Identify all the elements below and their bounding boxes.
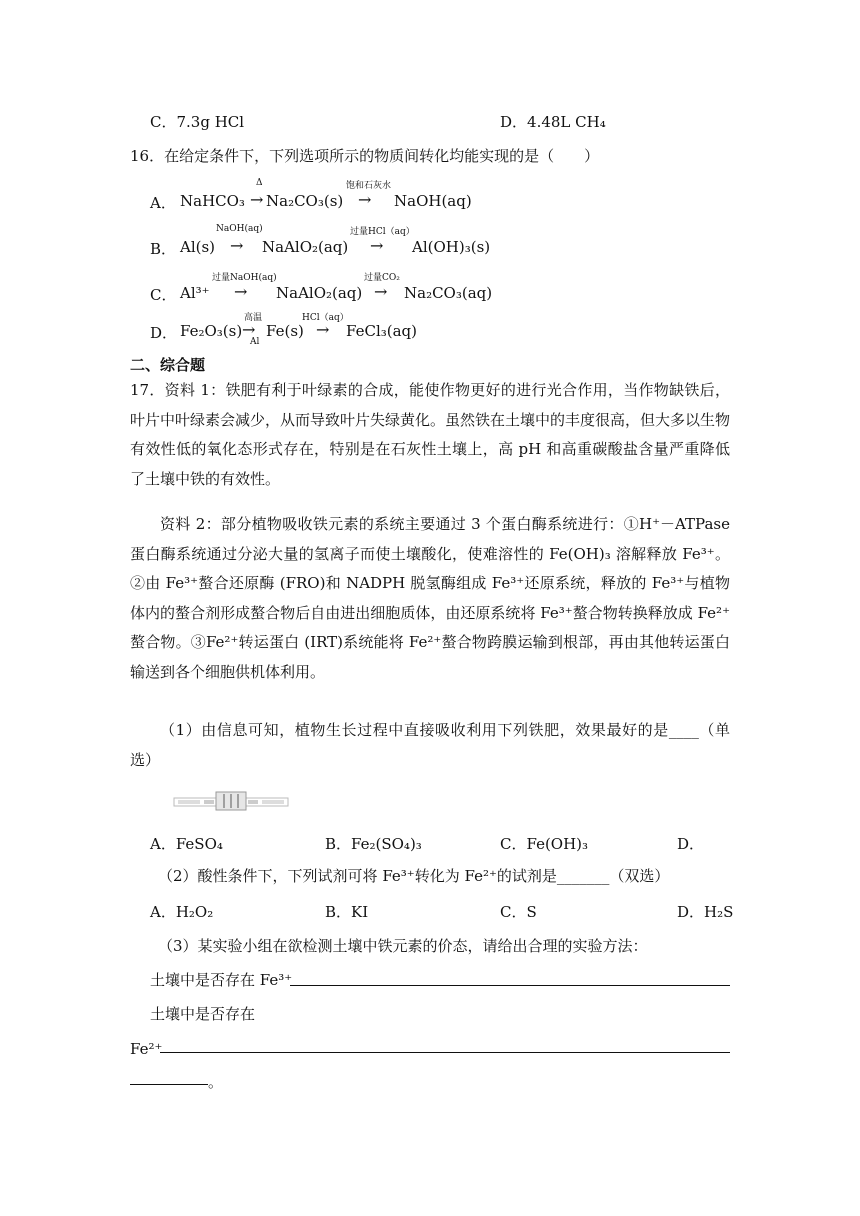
q16-stem: 16．在给定条件下，下列选项所示的物质间转化均能实现的是（ ） [130,147,600,165]
section-heading: 二、综合题 [130,356,206,374]
reactant: Al³⁺ [180,284,210,302]
p1-option-d: D． [677,835,705,853]
reaction-arrow-icon: → [242,320,256,339]
q17-part-2: （2）酸性条件下，下列试剂可将 Fe³⁺转化为 Fe²⁺的试剂是_______（双选） [158,867,670,885]
reaction-condition: 过量NaOH(aq) [212,273,277,283]
p2-option-a: A．H₂O₂ [150,903,214,921]
q15-option-c: C．7.3g HCl [150,113,245,131]
q17-material-1: 17．资料 1：铁肥有利于叶绿素的合成，能使作物更好的进行光合作用，当作物缺铁后，叶片中叶绿素会减少，从而导致叶片失绿黄化。虽然铁在土壤中的丰度很高，但大多以生物有效性低的氧化态形式存在，特别是在石灰性土壤上，高 pH 和高重碳酸盐含量严重降低了土壤中铁的有效性。 [130,381,731,488]
fe2-answer-blank[interactable] [160,1052,730,1053]
intermediate: NaAlO₂(aq) [276,284,363,302]
product: Na₂CO₃(aq) [404,284,493,302]
product: FeCl₃(aq) [346,322,418,340]
reaction-arrow-icon: → [234,282,248,301]
reaction-arrow-icon: → [250,190,264,209]
option-letter: C． [150,286,177,304]
reaction-arrow-icon: → [358,190,372,209]
reaction-arrow-icon: → [316,320,330,339]
reaction-arrow-icon: → [370,236,384,255]
reaction-condition: 高温 [244,313,263,323]
product: NaOH(aq) [394,192,472,210]
p2-option-b: B．KI [325,903,369,921]
product: Al(OH)₃(s) [412,238,491,256]
reaction-arrow-icon: → [374,282,388,301]
reactant: Al(s) [180,238,216,256]
intermediate: Fe(s) [266,322,304,340]
reactant: NaHCO₃ [180,192,245,210]
reaction-condition: Δ [256,178,263,188]
p1-option-c: C．Fe(OH)₃ [500,835,589,853]
option-letter: A． [150,194,176,212]
fe3-answer-blank[interactable] [290,985,730,986]
p2-option-c: C．S [500,903,537,921]
reaction-condition: 过量CO₂ [364,273,400,283]
reactant: Fe₂O₃(s) [180,322,243,340]
q15-option-d: D．4.48L CH₄ [500,113,606,131]
end-period: 。 [208,1073,224,1091]
intermediate: NaAlO₂(aq) [262,238,349,256]
q17-part-1: （1）由信息可知，植物生长过程中直接吸收利用下列铁肥，效果最好的是____（单选） [130,721,730,769]
reaction-condition: 过量HCl（aq） [350,227,415,237]
intermediate: Na₂CO₃(s) [266,192,344,210]
q17-material-2: 资料 2：部分植物吸收铁元素的系统主要通过 3 个蛋白酶系统进行：①H⁺－ATPase 蛋白酶系统通过分泌大量的氢离子而使土壤酸化，使难溶性的 Fe(OH)₃ 溶解释放 Fe³⁺。②由 Fe³⁺螯合还原酶 (FRO)和 NADPH 脱氢酶组成 Fe³⁺还原系统，释放的 Fe³⁺与植物体内的螯合剂形成螯合物后自由进出细胞质体，由还原系统将 Fe³⁺螯合物转换释放成 Fe²⁺螯合物。③Fe²⁺转运蛋白 (IRT)系统能将 Fe²⁺螯合物跨膜运输到根部，再由其他转运蛋白输送到各个细胞供机体利用。 [130,515,730,681]
reaction-catalyst: Al [250,337,260,347]
fe2-answer-blank-cont[interactable] [130,1084,208,1085]
p2-option-d: D．H₂S [677,903,734,921]
p1-option-b: B．Fe₂(SO₄)₃ [325,835,422,853]
fertilizer-label-icon [172,790,290,812]
q17-part-3: （3）某实验小组在欲检测土壤中铁元素的价态，请给出合理的实验方法： [158,937,648,955]
option-letter: B． [150,240,177,258]
reaction-arrow-icon: → [230,236,244,255]
option-letter: D． [150,324,178,342]
fe2-ion: Fe²⁺ [130,1040,163,1058]
fe2-prompt: 土壤中是否存在 [150,1005,256,1023]
reaction-condition: HCl（aq） [302,313,349,323]
reaction-condition: 饱和石灰水 [346,181,392,191]
fe3-prompt: 土壤中是否存在 Fe³⁺ [150,971,293,989]
reaction-condition: NaOH(aq) [216,224,263,234]
p1-option-a: A．FeSO₄ [150,835,223,853]
